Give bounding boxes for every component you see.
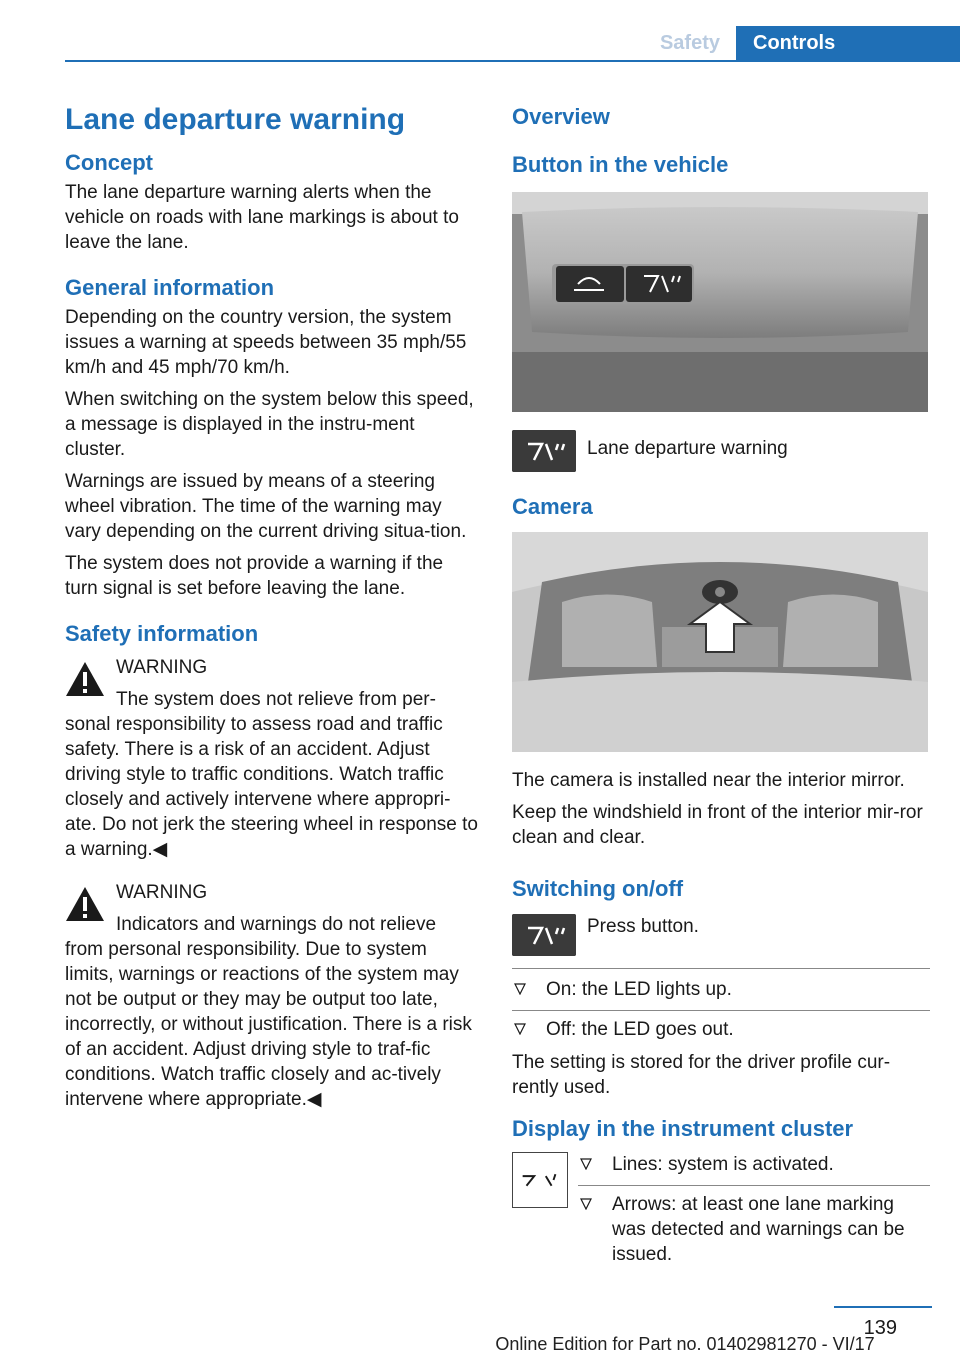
- header-section-tab[interactable]: Safety: [659, 32, 720, 54]
- triangle-bullet-icon: [580, 1198, 592, 1210]
- general-text-3: Warnings are issued by means of a steering wheel vibration. The time of the warning may vary depending on the current driving situa‐tion.: [65, 471, 467, 542]
- concept-text: The lane departure warning alerts when the vehicle on roads with lane markings is about to leave the lane.: [65, 182, 459, 253]
- display-item-lines: Lines: system is activated.: [612, 1154, 834, 1175]
- warning-triangle-icon: [65, 661, 105, 697]
- triangle-bullet-icon: [514, 1023, 526, 1035]
- page-title: Lane departure warning: [65, 103, 406, 136]
- left-column: [65, 100, 479, 1126]
- general-heading: General information: [65, 275, 275, 300]
- list-item: [512, 1010, 930, 1042]
- list-item: [512, 977, 930, 1002]
- vehicle-button-photo: [512, 192, 928, 412]
- switch-caption-row: [512, 914, 930, 958]
- camera-photo: [512, 532, 928, 752]
- display-block: [512, 1152, 930, 1267]
- header-chapter-tab[interactable]: Controls: [736, 26, 960, 62]
- right-column: [512, 100, 930, 1275]
- button-heading: Button in the vehicle: [512, 152, 729, 177]
- warning-label: WARNING: [116, 882, 208, 903]
- warning-triangle-icon: [65, 886, 105, 922]
- switch-heading: Switching on/off: [512, 876, 684, 901]
- safety-heading: Safety information: [65, 621, 259, 646]
- general-text-4: The system does not provide a warning if the turn signal is set before leaving the lane.: [65, 553, 444, 599]
- display-heading: Display in the instrument cluster: [512, 1116, 854, 1141]
- triangle-bullet-icon: [580, 1158, 592, 1170]
- lane-departure-button-icon: [512, 914, 576, 956]
- warning-block-2: [65, 880, 479, 1112]
- warning-text: from personal responsibility. Due to system limits, warnings or reactions of the system may not be output or they may be output too late, incorrectly, or without justification. There is a risk of an accident. Adjust driving style to traf‐fic conditions. Watch traffic closely and ac‐tively intervene where appropriate.◀: [65, 939, 472, 1110]
- camera-text-2: Keep the windshield in front of the interior mir‐ror clean and clear.: [512, 802, 923, 848]
- warning-block-1: [65, 655, 479, 862]
- warning-label: WARNING: [116, 657, 208, 678]
- lane-lines-indicator-icon: [512, 1152, 568, 1208]
- switch-item-on: On: the LED lights up.: [546, 979, 732, 1000]
- general-text-1: Depending on the country version, the system issues a warning at speeds between 35 mph/55 km/h and 45 mph/70 km/h.: [65, 307, 467, 378]
- switch-list: [512, 968, 930, 1042]
- page-number: 139: [863, 1317, 897, 1339]
- footer-rule: [834, 1306, 932, 1308]
- overview-heading: Overview: [512, 104, 610, 129]
- display-list: [578, 1152, 930, 1267]
- camera-heading: Camera: [512, 494, 593, 519]
- triangle-bullet-icon: [514, 983, 526, 995]
- camera-text-1: The camera is installed near the interior mirror.: [512, 770, 905, 791]
- list-item: [578, 1152, 930, 1177]
- switch-item-off: Off: the LED goes out.: [546, 1019, 734, 1040]
- lane-departure-button-icon: [512, 430, 576, 472]
- switch-caption: Press button.: [587, 916, 699, 937]
- switch-note: The setting is stored for the driver profile cur‐rently used.: [512, 1052, 891, 1098]
- general-text-2: When switching on the system below this speed, a message is displayed in the instru‐ment cluster.: [65, 389, 474, 460]
- warning-text: sonal responsibility to assess road and traffic safety. There is a risk of an accident. Adjust driving style to traffic conditions. Watch traffic closely and actively intervene where appropri‐ate. Do not jerk the steering wheel in response to a warning.◀: [65, 714, 478, 860]
- warning-text-first-line: Indicators and warnings do not relieve: [116, 914, 437, 935]
- concept-heading: Concept: [65, 150, 153, 175]
- button-caption: Lane departure warning: [587, 438, 788, 459]
- list-item: [578, 1185, 930, 1267]
- edition-footer: Online Edition for Part no. 01402981270 - VI/17: [495, 1334, 875, 1354]
- button-caption-row: [512, 430, 930, 474]
- header-rule: [65, 60, 960, 62]
- display-item-arrows: Arrows: at least one lane marking was detected and warnings can be issued.: [612, 1194, 905, 1265]
- warning-text-first-line: The system does not relieve from per‐: [116, 689, 436, 710]
